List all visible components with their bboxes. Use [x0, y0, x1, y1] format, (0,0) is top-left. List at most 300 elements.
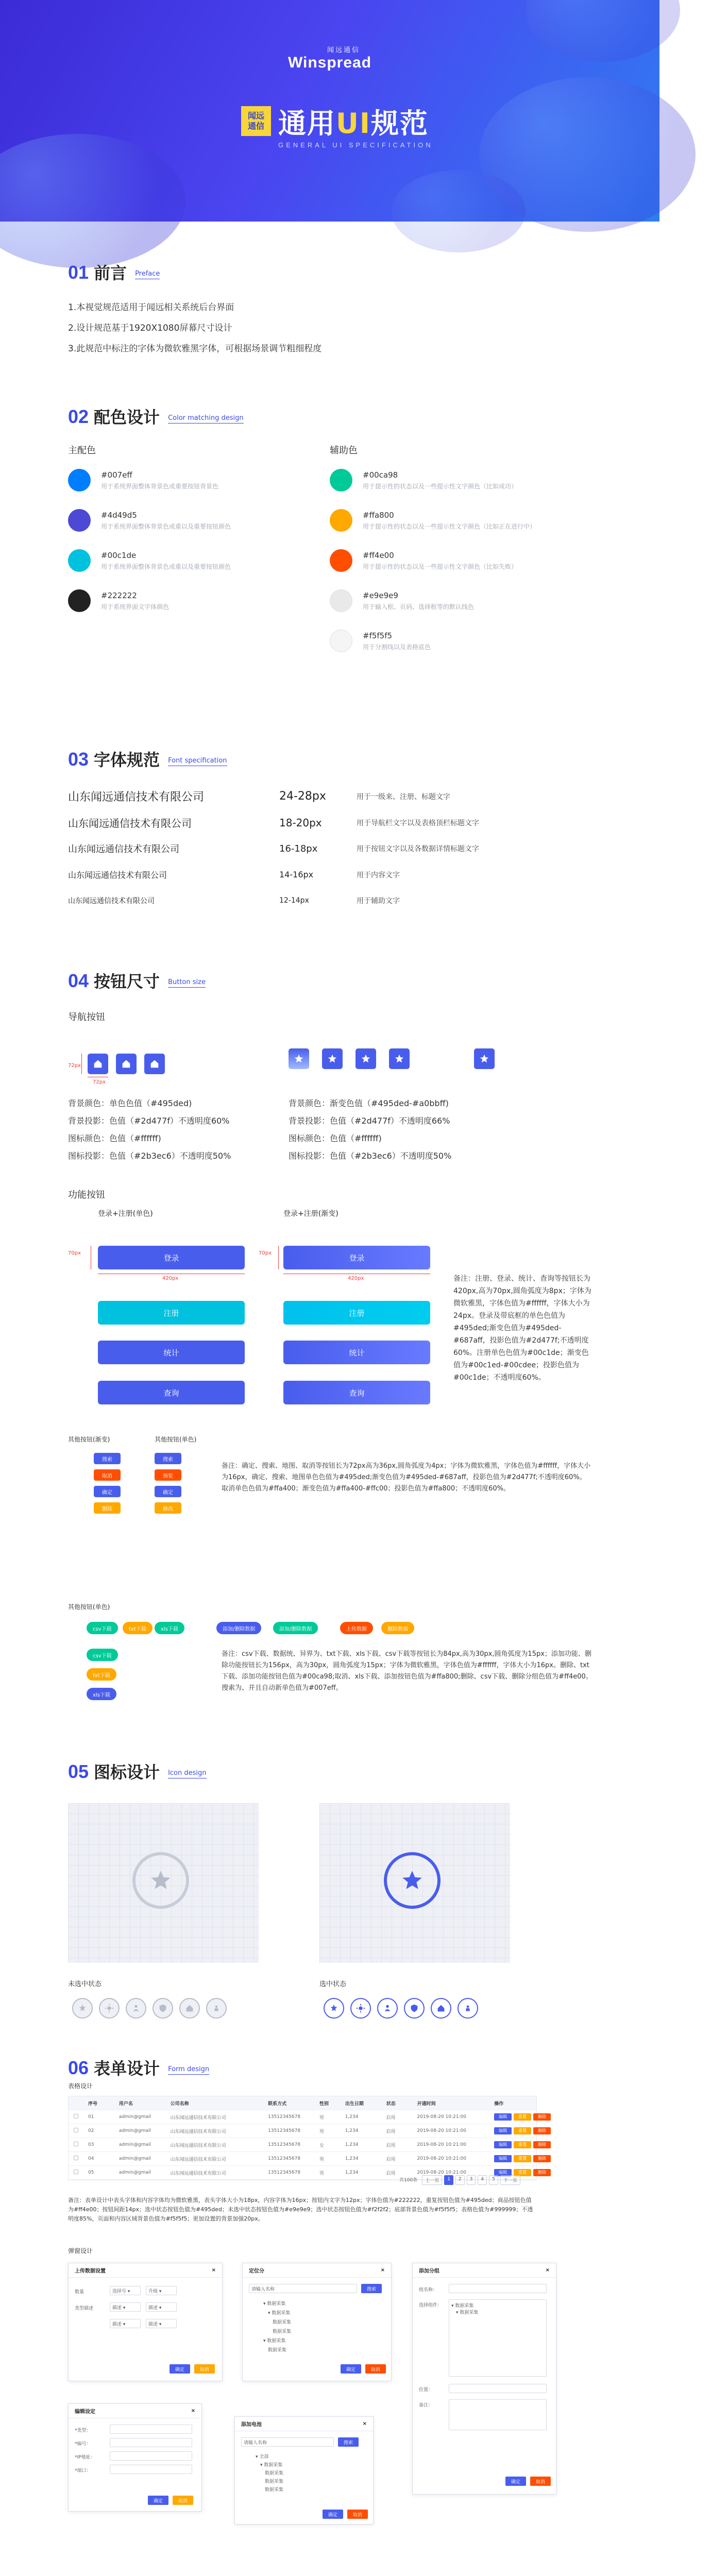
- dialog-locate: 定位分 × 请输入名称 搜索 ▾ 数据采集 ▾ 数据采集 数据采集 数据采集 ▾ 数据采集 数据采集 确定 取消: [242, 2263, 392, 2381]
- font-sample: 山东闻远通信技术有限公司: [68, 844, 179, 855]
- color-desc: 用于提示性的状态以及一些提示性文字颜色（比如正在进行中）: [363, 522, 536, 530]
- brand-cn: 闻远通信: [327, 46, 360, 54]
- icon-grid-unselected: [68, 1803, 259, 1963]
- txt-download-button[interactable]: txt下载: [87, 1668, 116, 1681]
- table-cell: 男: [319, 2157, 324, 2162]
- section-heading-buttons: [68, 969, 206, 992]
- color-swatch: [330, 469, 517, 492]
- cancel-button[interactable]: 取消: [173, 2496, 193, 2505]
- table-cell: 2019-08-20 10:21:00: [417, 2170, 466, 2175]
- desc-line: 背景投影：色值（#2d477f）不透明度60%: [68, 1116, 230, 1126]
- table-cell: admin@gmail: [118, 2156, 151, 2161]
- table-cell: 男: [319, 2115, 324, 2121]
- search-input[interactable]: 请输入名称: [241, 2437, 334, 2447]
- csv-download-button[interactable]: csv下载: [87, 1622, 118, 1634]
- table-cell: 05: [88, 2170, 94, 2175]
- font-spec-row: [68, 869, 583, 880]
- table-cell: 男: [319, 2171, 324, 2176]
- popup-title: 弹窗设计: [68, 2247, 93, 2255]
- row-checkbox[interactable]: [69, 2170, 83, 2176]
- person-icon[interactable]: [206, 1998, 227, 2019]
- row-checkbox[interactable]: [69, 2156, 83, 2162]
- section-num: 03: [68, 749, 89, 770]
- cancel-button[interactable]: 取消: [530, 2477, 551, 2486]
- measure-line: [278, 1246, 279, 1269]
- position-input[interactable]: [449, 2384, 547, 2393]
- star-icon: [479, 1053, 490, 1064]
- color-dot: [330, 589, 352, 612]
- desc-line: 背景投影：色值（#2d477f）不透明度66%: [289, 1116, 450, 1126]
- person-icon[interactable]: [458, 1998, 478, 2019]
- row-action-button[interactable]: 删除: [533, 2155, 551, 2162]
- color-swatch: [330, 630, 431, 652]
- table-row[interactable]: [69, 2152, 546, 2166]
- font-size: 12-14px: [279, 896, 309, 905]
- stats-button-gradient[interactable]: 统计: [283, 1341, 430, 1364]
- pager-item[interactable]: 5: [489, 2175, 498, 2185]
- upload-data-button[interactable]: 上传数据: [340, 1622, 373, 1634]
- page-subtitle: GENERAL UI SPECIFICATION: [278, 141, 433, 149]
- section-title: 图标设计: [94, 1762, 160, 1782]
- xls-download-button[interactable]: xls下载: [155, 1622, 184, 1634]
- id-input[interactable]: [110, 2438, 192, 2447]
- shield-icon[interactable]: [404, 1998, 425, 2019]
- column-header: 联系方式: [268, 2101, 287, 2107]
- table-cell: 2019-08-20 10:21:00: [417, 2114, 466, 2120]
- color-swatch: [68, 469, 218, 492]
- row-action-button[interactable]: 删除: [533, 2169, 551, 2176]
- row-action-button[interactable]: 删除: [533, 2127, 551, 2134]
- section-en: Button size: [168, 978, 206, 988]
- search-button[interactable]: 搜索: [94, 1453, 121, 1464]
- table-cell: admin@gmail: [118, 2114, 151, 2120]
- column-header: 开通时间: [417, 2101, 436, 2107]
- font-size: 16-18px: [279, 843, 318, 854]
- table-cell: 山东闻远通信技术有限公司: [170, 2115, 226, 2121]
- cancel-button[interactable]: 取消: [194, 2364, 215, 2374]
- table-header: [69, 2096, 536, 2110]
- table-title: 表格设计: [68, 2082, 93, 2090]
- query-button-gradient[interactable]: 查询: [283, 1381, 430, 1404]
- row-action-button[interactable]: 编辑: [494, 2155, 512, 2162]
- pager-item[interactable]: 2: [455, 2175, 465, 2185]
- register-button[interactable]: 注册: [98, 1301, 245, 1325]
- section-num: 05: [68, 1761, 89, 1782]
- table-cell: 13512345678: [268, 2156, 301, 2161]
- table-cell: 04: [88, 2156, 94, 2161]
- nav-dim-label: 72px: [93, 1079, 106, 1085]
- color-swatch: [68, 589, 169, 612]
- pill-buttons-note: 备注：csv下载、数据统、异界为、txt下载、xls下载、csv下载等按钮长为84px,高为30px,圆角弧度为15px；添加功能、删除功能按钮长为156px，高为30px，圆角弧度为15px；字体为微软雅黑，字体色值为#ffffff，字体大小为16px。删除、txt下载、添加功能按钮色值为#00ca98;取消、xls下载、添加按钮色值为#ffa800;删除、csv下载、删除分组色值为#ff4e00。搜索为、并且自动新单色值为#007eff。: [222, 1650, 592, 1692]
- pager-total: 共100条: [399, 2178, 418, 2183]
- table-cell: [489, 2113, 546, 2121]
- section-en: Icon design: [168, 1769, 206, 1778]
- dialog-title: 添加分组: [419, 2268, 439, 2274]
- pager-item[interactable]: 1: [444, 2175, 453, 2185]
- table-cell: 山东闻远通信技术有限公司: [170, 2171, 226, 2176]
- height-label: 70px: [68, 1250, 81, 1256]
- group-name-input[interactable]: [449, 2284, 547, 2293]
- table-cell: 1,234: [345, 2170, 359, 2175]
- decor-blob: [392, 170, 526, 252]
- table-cell: 13512345678: [268, 2128, 301, 2133]
- desc-line: 背景颜色：渐变色值（#495ded-#a0bbff): [289, 1098, 449, 1108]
- badge-line: 通信: [247, 121, 264, 131]
- font-size: 14-16px: [279, 870, 314, 879]
- table-cell: 13512345678: [268, 2114, 301, 2120]
- dialog-title: 编辑设定: [75, 2409, 95, 2415]
- confirm-button[interactable]: 确定: [94, 1486, 121, 1497]
- tree-select[interactable]: ▾ 数据采集 ▾ 数据采集: [449, 2299, 547, 2377]
- column-header: 用户名: [118, 2101, 133, 2107]
- func-buttons-note: 备注：注册、登录、统计、查询等按钮长为420px,高为70px,圆角弧度为8px；字体为微软雅黑，字体色值为#ffffff，字体大小为24px。登录及带底框的单色色值为#495ded;渐变色值为#495ded-#687aff，投影色值为#2d477f;不透明度60%。注册单色色值为#00c1de；渐变色值为#00c1ed-#00cdee；投影色值为#00c1de；不透明度60%。: [453, 1275, 591, 1382]
- cancel-button[interactable]: 取消: [347, 2510, 368, 2519]
- dialog-add-group: 添加分组 × 组名称： 选择组件： ▾ 数据采集 ▾ 数据采集 位置： 备注： 确定 取消: [412, 2263, 556, 2495]
- home-icon: [92, 1058, 104, 1070]
- table-cell: 男: [319, 2129, 324, 2134]
- pager-item[interactable]: 下一页: [500, 2175, 520, 2185]
- section-num: 01: [68, 262, 89, 283]
- table-cell: [489, 2141, 546, 2148]
- other-buttons-title: 其他按钮(单色): [155, 1436, 197, 1443]
- login-button-gradient[interactable]: 登录: [283, 1246, 430, 1269]
- column-header: 序号: [88, 2101, 97, 2107]
- close-icon[interactable]: ×: [545, 2267, 550, 2273]
- table-cell: 02: [88, 2128, 94, 2133]
- color-dot: [330, 630, 352, 652]
- color-dot: [330, 549, 352, 572]
- font-usage: 用于内容文字: [357, 871, 400, 879]
- cancel-button[interactable]: 取消: [94, 1469, 121, 1481]
- nav-right-desc: [289, 1095, 451, 1165]
- ip-input[interactable]: [110, 2451, 192, 2461]
- preface-line: 1.本视觉规范适用于闻远相关系统后台界面: [68, 302, 234, 313]
- color-dot: [68, 509, 91, 532]
- color-swatch: [330, 509, 536, 532]
- func-buttons-title: 功能按钮: [68, 1190, 105, 1200]
- delete-data-button[interactable]: 删除数据: [381, 1622, 414, 1634]
- color-swatch: [68, 549, 231, 572]
- edit-button[interactable]: 修改: [155, 1502, 181, 1514]
- table-cell: 2019-08-20 10:21:00: [417, 2142, 466, 2147]
- section-heading-colors: [68, 404, 244, 428]
- desc-line: 图标颜色：色值（#ffffff): [68, 1133, 161, 1143]
- confirm-button[interactable]: 确定: [505, 2477, 526, 2486]
- brand-en: Winspread: [287, 54, 372, 71]
- row-checkbox[interactable]: [69, 2128, 83, 2134]
- brand-logo: [278, 44, 381, 72]
- table-cell: 启用: [386, 2129, 396, 2134]
- preview-button[interactable]: 预览: [155, 1469, 181, 1481]
- table-cell: [489, 2155, 546, 2162]
- color-swatch: [330, 589, 474, 612]
- width-label: 420px: [348, 1276, 364, 1281]
- badge-line: 闻远: [247, 111, 264, 121]
- color-desc: 用于系统界面整体背景色或重以及重要按钮颜色: [101, 563, 231, 570]
- nav-button-home[interactable]: [88, 1054, 108, 1074]
- section-en: Form design: [168, 2065, 209, 2075]
- color-desc: 用于系统界面文字体颜色: [101, 603, 170, 611]
- color-hex: #007eff: [101, 470, 132, 480]
- nav-button-home[interactable]: [144, 1054, 165, 1074]
- type-input[interactable]: [110, 2425, 192, 2434]
- star-icon: [384, 1852, 441, 1909]
- section-en: Preface: [135, 270, 160, 279]
- table-cell: 启用: [386, 2143, 396, 2148]
- font-sample: 山东闻远通信技术有限公司: [68, 791, 205, 804]
- data-table: [68, 2096, 546, 2180]
- section-title: 表单设计: [94, 2059, 160, 2078]
- selected-label: 选中状态: [319, 1980, 347, 1988]
- nav-button[interactable]: [474, 1048, 495, 1069]
- pill-buttons-title: 其他按钮(单色): [68, 1603, 110, 1611]
- table-cell: 2019-08-20 10:21:00: [417, 2156, 466, 2161]
- row-action-button[interactable]: 重置: [514, 2169, 531, 2176]
- shield-icon[interactable]: [153, 1998, 173, 2019]
- table-row[interactable]: [69, 2124, 546, 2138]
- table-cell: 1,234: [345, 2142, 359, 2147]
- column-header: 公司名称: [170, 2101, 189, 2107]
- stats-button[interactable]: 统计: [98, 1341, 245, 1364]
- row-checkbox[interactable]: [69, 2114, 83, 2120]
- primary-colors-title: 主配色: [68, 445, 96, 456]
- title-suffix: 规范: [370, 107, 429, 140]
- color-dot: [68, 469, 91, 492]
- select-field[interactable]: 描述 ▾: [110, 2319, 141, 2328]
- delete-button[interactable]: 删除: [94, 1502, 121, 1514]
- color-swatch: [68, 509, 231, 532]
- desc-line: 图标颜色：色值（#ffffff): [289, 1133, 382, 1143]
- pager-item[interactable]: 上一页: [422, 2175, 442, 2185]
- header-banner: [0, 0, 659, 222]
- port-input[interactable]: [110, 2465, 192, 2474]
- dialog-title: 定位分: [249, 2268, 264, 2274]
- color-desc: 用于系统界面整体背景色或重以及重要按钮颜色: [101, 522, 231, 530]
- login-button[interactable]: 登录: [98, 1246, 245, 1269]
- font-size: 18-20px: [279, 816, 322, 829]
- color-hex: #f5f5f5: [363, 631, 393, 640]
- color-dot: [68, 589, 91, 612]
- home-icon[interactable]: [431, 1998, 451, 2019]
- table-row[interactable]: [69, 2138, 546, 2152]
- table-cell: 1,234: [345, 2114, 359, 2120]
- measure-line: [81, 1054, 82, 1074]
- color-hex: #222222: [101, 590, 137, 600]
- color-hex: #e9e9e9: [363, 590, 398, 600]
- section-heading-forms: [68, 2056, 209, 2079]
- table-note: 备注：表单设计中表头字体和内容字体均为微软雅黑，表头字体大小为18px，内容字体为16px；按钮内文字为12px；字体色值为#222222，重复按钮色值为#495ded；商品按钮色值为#ff4e00；按钮间距14px；选中状态按钮色值为#495ded；未选中状态按钮色值为#e9e9e9；选中状态按钮色值为#f2f2f2；底部背景色值为#f5f5f5；表格色值为#999999；不透明度85%，页面和内容区域背景色值为#f5f5f5；更加设置的背景加强20px。: [68, 2197, 533, 2222]
- table-cell: 1,234: [345, 2156, 359, 2161]
- table-cell: admin@gmail: [118, 2170, 151, 2175]
- select-field[interactable]: 描述 ▾: [146, 2302, 177, 2312]
- table-cell: admin@gmail: [118, 2128, 151, 2133]
- cancel-button[interactable]: 取消: [365, 2364, 386, 2374]
- section-heading-fonts: [68, 747, 227, 771]
- color-hex: #4d49d5: [101, 510, 137, 520]
- font-sample: 山东闻远通信技术有限公司: [68, 817, 192, 829]
- table-cell: 01: [88, 2114, 94, 2120]
- column-header: 状态: [386, 2101, 396, 2107]
- dialog-title: 上传数据设置: [75, 2268, 106, 2274]
- pager-item[interactable]: 4: [478, 2175, 487, 2185]
- font-usage: 用于导航栏文字以及表格顶栏标题文字: [357, 819, 479, 827]
- star-icon: [293, 1053, 304, 1064]
- nav-button[interactable]: [356, 1048, 376, 1069]
- section-heading-preface: [68, 260, 160, 284]
- title-ui: UI: [336, 107, 371, 140]
- row-action-button[interactable]: 重置: [514, 2155, 531, 2162]
- row-action-button[interactable]: 编辑: [494, 2127, 512, 2134]
- color-dot: [330, 469, 352, 492]
- txt-download-button[interactable]: txt下载: [123, 1622, 153, 1634]
- user-icon[interactable]: [377, 1998, 398, 2019]
- note-input[interactable]: [449, 2399, 547, 2430]
- nav-buttons-title: 导航按钮: [68, 1012, 105, 1023]
- other-buttons-title: 其他按钮(渐变): [68, 1436, 110, 1443]
- query-button[interactable]: 查询: [98, 1381, 245, 1404]
- dialog-title: 添加电池: [241, 2422, 262, 2428]
- color-desc: 用于系统界面整体背景色或重要按钮背景色: [101, 482, 219, 490]
- table-cell: 女: [319, 2143, 324, 2148]
- table-cell: 启用: [386, 2157, 396, 2162]
- confirm-button[interactable]: 确定: [170, 2364, 190, 2374]
- search-input[interactable]: 请输入名称: [249, 2284, 357, 2293]
- nav-button-gradient[interactable]: [289, 1048, 309, 1069]
- row-action-button[interactable]: 删除: [533, 2113, 551, 2121]
- row-action-button[interactable]: 编辑: [494, 2169, 512, 2176]
- width-label: 420px: [162, 1276, 179, 1281]
- font-sample: 山东闻远通信技术有限公司: [68, 870, 167, 880]
- gear-icon[interactable]: [350, 1998, 371, 2019]
- select-field[interactable]: 升级 ▾: [146, 2286, 177, 2295]
- table-cell: 启用: [386, 2115, 396, 2121]
- table-row[interactable]: [69, 2110, 546, 2124]
- user-icon[interactable]: [126, 1998, 146, 2019]
- pager-item[interactable]: 3: [467, 2175, 476, 2185]
- section-num: 06: [68, 2057, 89, 2078]
- decor-blob: [0, 134, 185, 268]
- color-desc: 用于输入框、页码、选择框等的默认线色: [363, 603, 475, 611]
- desc-line: 背景颜色：单色色值（#495ded): [68, 1098, 192, 1108]
- nav-button[interactable]: [322, 1048, 343, 1069]
- func-right-label: 登录+注册(渐变): [283, 1210, 338, 1218]
- home-icon: [149, 1058, 160, 1070]
- column-header: 操作: [494, 2101, 504, 2107]
- font-usage: 用于一级来、注册、标题文字: [357, 792, 450, 801]
- xls-download-button[interactable]: xls下载: [87, 1688, 116, 1700]
- nav-dim-label: 72px: [68, 1063, 81, 1069]
- add-remove-data-button[interactable]: 添加/删除数据: [216, 1622, 261, 1634]
- table-cell: 2019-08-20 10:21:00: [417, 2128, 466, 2133]
- table-cell: [489, 2127, 546, 2134]
- page-title: [278, 101, 429, 141]
- nav-left-desc: [68, 1095, 231, 1165]
- font-spec-row: [68, 815, 583, 830]
- confirm-button[interactable]: 确定: [341, 2364, 361, 2374]
- star-icon[interactable]: [324, 1998, 344, 2019]
- select-field[interactable]: 选择号 ▾: [110, 2286, 141, 2295]
- main-title-wrap: [241, 103, 429, 139]
- font-spec-row: [68, 895, 583, 906]
- gear-icon[interactable]: [99, 1998, 120, 2019]
- close-icon[interactable]: ×: [211, 2267, 216, 2273]
- search-button[interactable]: 搜索: [155, 1453, 181, 1464]
- table-cell: 1,234: [345, 2128, 359, 2133]
- table-cell: 03: [88, 2142, 94, 2147]
- section-title: 配色设计: [94, 408, 160, 427]
- star-icon: [394, 1053, 405, 1064]
- preface-line: 2.设计规范基于1920X1080屏幕尺寸设计: [68, 323, 232, 333]
- search-button[interactable]: 搜索: [361, 2284, 382, 2293]
- nav-button[interactable]: [389, 1048, 410, 1069]
- decor-blob: [526, 0, 680, 62]
- font-spec-row: [68, 788, 583, 804]
- section-en: Color matching design: [168, 414, 244, 423]
- home-icon[interactable]: [179, 1998, 200, 2019]
- font-usage: 用于辅助文字: [357, 897, 400, 905]
- dialog-add-battery: 添加电池 × 请输入名称 搜索 ▾ 全部 ▾ 数据采集 数据采集 数据采集 数据采集 确定 取消: [234, 2416, 374, 2524]
- star-icon: [327, 1053, 338, 1064]
- font-usage: 用于按钮文字以及各数据详情标题文字: [357, 845, 479, 853]
- add-remove-data-button[interactable]: 添加/删除数据: [273, 1622, 318, 1634]
- star-icon[interactable]: [72, 1998, 93, 2019]
- csv-download-button[interactable]: csv下载: [87, 1649, 118, 1661]
- row-checkbox[interactable]: [69, 2142, 83, 2148]
- register-button-gradient[interactable]: 注册: [283, 1301, 430, 1325]
- section-heading-icons: [68, 1759, 207, 1783]
- row-action-button[interactable]: 重置: [514, 2127, 531, 2134]
- table-cell: 山东闻远通信技术有限公司: [170, 2143, 226, 2148]
- unselected-label: 未选中状态: [68, 1980, 102, 1988]
- search-button[interactable]: 搜索: [338, 2437, 359, 2447]
- confirm-button[interactable]: 确定: [148, 2496, 168, 2505]
- color-desc: 用于提示性的状态以及一些提示性文字颜色（比如失败）: [363, 563, 518, 570]
- row-action-button[interactable]: 编辑: [494, 2141, 512, 2148]
- font-size: 24-28px: [279, 790, 326, 803]
- close-icon[interactable]: ×: [362, 2421, 367, 2427]
- secondary-colors-title: 辅助色: [330, 445, 358, 456]
- select-field[interactable]: 描述 ▾: [110, 2302, 141, 2312]
- section-num: 04: [68, 970, 89, 991]
- func-left-label: 登录+注册(单色): [98, 1210, 153, 1218]
- table-cell: 山东闻远通信技术有限公司: [170, 2157, 226, 2162]
- select-field[interactable]: 描述 ▾: [146, 2319, 177, 2328]
- pagination: [397, 2175, 520, 2185]
- dialog-edit-settings: 编辑设定 × *类型： *编号： *IP地址： *端口： 确定 取消: [68, 2403, 202, 2512]
- confirm-button[interactable]: 确定: [323, 2510, 343, 2519]
- section-title: 按钮尺寸: [94, 972, 160, 991]
- row-action-button[interactable]: 删除: [533, 2141, 551, 2148]
- table-cell: 13512345678: [268, 2170, 301, 2175]
- section-title: 字体规范: [94, 750, 160, 770]
- table-cell: 山东闻远通信技术有限公司: [170, 2129, 226, 2134]
- confirm-button[interactable]: 确定: [155, 1486, 181, 1497]
- color-dot: [330, 509, 352, 532]
- row-action-button[interactable]: 编辑: [494, 2113, 512, 2121]
- color-dot: [68, 549, 91, 572]
- close-icon[interactable]: ×: [380, 2267, 385, 2273]
- home-icon: [121, 1058, 132, 1070]
- row-action-button[interactable]: 重置: [514, 2113, 531, 2121]
- title-badge: [241, 106, 271, 136]
- section-en: Font specification: [168, 757, 227, 766]
- title-prefix: 通用: [278, 107, 336, 140]
- row-action-button[interactable]: 重置: [514, 2141, 531, 2148]
- table-cell: 13512345678: [268, 2142, 301, 2147]
- nav-button-home[interactable]: [116, 1054, 137, 1074]
- close-icon[interactable]: ×: [191, 2408, 195, 2414]
- section-title: 前言: [94, 263, 127, 283]
